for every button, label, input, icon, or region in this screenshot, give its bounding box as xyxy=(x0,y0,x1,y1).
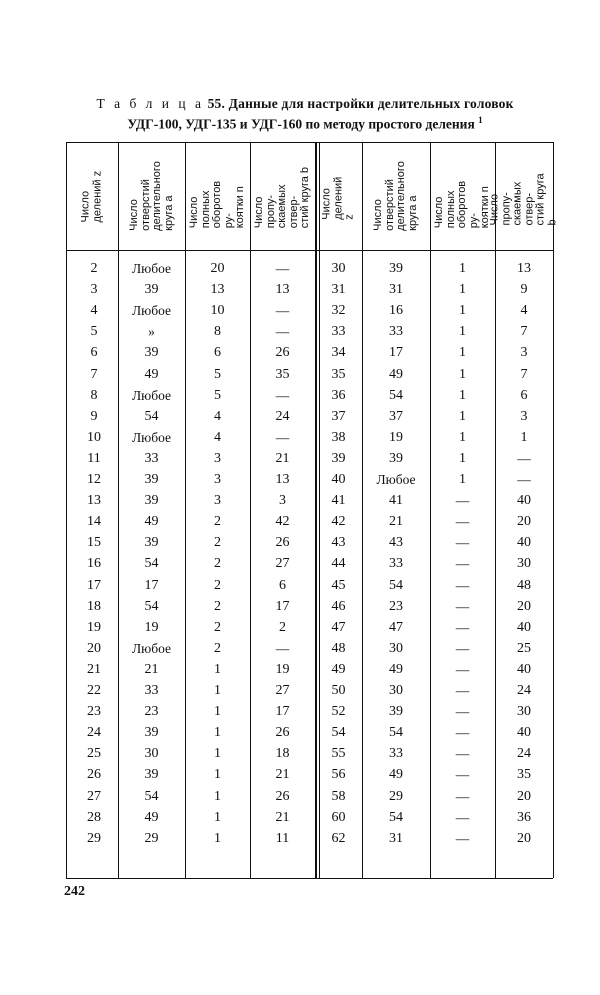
table-cell: 2 xyxy=(214,619,221,635)
table-cell: — xyxy=(455,619,470,635)
table-cell: 49 xyxy=(389,366,403,382)
table-cell: 19 xyxy=(144,619,159,635)
table-cell: 39 xyxy=(144,535,159,551)
table-cell: 26 xyxy=(275,725,290,741)
table-cell: 19 xyxy=(275,661,290,677)
table-cell: — xyxy=(455,809,470,825)
table-cell: 2 xyxy=(214,514,221,530)
column-header xyxy=(362,142,430,250)
table-cell: 21 xyxy=(144,661,159,677)
table-cell: 7 xyxy=(520,366,528,382)
column-header xyxy=(185,142,250,250)
table-cell: 39 xyxy=(144,345,159,361)
table-cell: 30 xyxy=(389,683,403,698)
table-cell: — xyxy=(455,767,470,783)
table-cell: 40 xyxy=(517,725,531,741)
table-cell: — xyxy=(455,704,470,720)
table-cell: 1 xyxy=(214,704,221,720)
table-cell: 29 xyxy=(389,788,403,804)
table-cell: 14 xyxy=(87,514,101,530)
table-cell: 8 xyxy=(214,324,221,340)
table-cell: 39 xyxy=(144,472,159,487)
table-cell: 20 xyxy=(87,640,101,656)
table-cell: 31 xyxy=(331,282,346,298)
table-cell: 1 xyxy=(214,767,221,783)
table-cell: 62 xyxy=(331,830,346,846)
table-cell: — xyxy=(275,261,290,276)
column-header xyxy=(250,142,315,250)
table-cell: 5 xyxy=(214,387,221,403)
table-cell: 49 xyxy=(389,767,403,783)
table-cell: 4 xyxy=(90,303,98,319)
table-cell: 21 xyxy=(275,767,290,783)
table-cell: 54 xyxy=(144,788,159,804)
table-cell: 24 xyxy=(87,725,101,741)
column-header xyxy=(118,142,185,250)
table-cell: 41 xyxy=(389,493,403,509)
table-cell: — xyxy=(275,429,290,445)
table-cell: 35 xyxy=(517,767,531,783)
table-cell: 6 xyxy=(90,345,98,361)
table-cell: 18 xyxy=(87,598,101,614)
table-cell: 40 xyxy=(517,493,531,509)
table-cell: — xyxy=(455,493,470,509)
table-cell: 4 xyxy=(214,408,221,424)
column-rule xyxy=(553,142,554,878)
table-cell: 49 xyxy=(144,366,159,382)
table-cell: 20 xyxy=(517,788,531,804)
table-cell: 1 xyxy=(214,830,221,846)
table-cell: — xyxy=(455,661,470,677)
table-cell: 13 xyxy=(275,282,290,298)
table-cell: 23 xyxy=(87,704,101,720)
table-cell: 45 xyxy=(331,577,346,593)
table-bottom-rule xyxy=(66,878,553,879)
table-cell: 12 xyxy=(87,472,101,487)
table-cell: 39 xyxy=(144,725,159,741)
table-cell: 17 xyxy=(389,345,403,361)
table-cell: 3 xyxy=(279,493,286,509)
table-cell: 49 xyxy=(144,514,159,530)
table-cell: 58 xyxy=(331,788,346,804)
table-cell: 31 xyxy=(389,830,403,846)
table-cell: 1 xyxy=(459,282,466,298)
table-cell: — xyxy=(275,324,290,340)
table-cell: 40 xyxy=(517,661,531,677)
table-cell: 5 xyxy=(90,324,98,340)
table-cell: 19 xyxy=(389,429,403,445)
column-header-label: Число отверстий делительного круга a xyxy=(127,161,175,231)
table-cell: 30 xyxy=(389,640,403,656)
table-cell: 1 xyxy=(459,345,466,361)
table-cell: 2 xyxy=(279,619,286,635)
table-cell: 17 xyxy=(144,577,159,593)
table-cell: 7 xyxy=(90,366,98,382)
table-cell: 26 xyxy=(275,788,290,804)
table-cell: 49 xyxy=(331,661,346,677)
table-cell: 60 xyxy=(331,809,346,825)
table-cell: 25 xyxy=(87,746,101,762)
table-cell: 20 xyxy=(210,261,225,276)
table-cell: 43 xyxy=(389,535,403,551)
table-cell: 54 xyxy=(144,408,159,424)
table-cell: 54 xyxy=(331,725,346,741)
table-cell: 30 xyxy=(517,556,531,572)
table-cell: 1 xyxy=(459,324,466,340)
table-cell: — xyxy=(275,303,290,319)
table-cell: — xyxy=(455,683,470,698)
column-header xyxy=(430,142,495,250)
table-cell: — xyxy=(455,535,470,551)
table-cell: 33 xyxy=(144,450,159,466)
table-cell: 1 xyxy=(459,429,466,445)
table-cell: 9 xyxy=(90,408,98,424)
table-cell: — xyxy=(455,556,470,572)
table-cell: 30 xyxy=(331,261,346,276)
table-cell: 3 xyxy=(520,345,528,361)
table-cell: 2 xyxy=(214,556,221,572)
table-cell: 1 xyxy=(214,788,221,804)
table-cell: 49 xyxy=(144,809,159,825)
table-cell: 11 xyxy=(87,450,101,466)
table-cell: 41 xyxy=(331,493,346,509)
table-cell: 9 xyxy=(520,282,528,298)
table-cell: 54 xyxy=(389,809,403,825)
table-cell: 28 xyxy=(87,809,101,825)
table-cell: 48 xyxy=(331,640,346,656)
column-header-label: Число делений z xyxy=(320,176,356,220)
column-header-label: Число полных оборотов ру- коятки n xyxy=(432,181,491,229)
column-header-label: Число отверстий делительного круга a xyxy=(372,161,419,231)
table-cell: 1 xyxy=(214,683,221,698)
page-number: 242 xyxy=(64,884,85,899)
table-cell: 20 xyxy=(517,598,531,614)
table-cell: 30 xyxy=(517,704,531,720)
table-cell: Любое xyxy=(131,303,172,319)
table-cell: 16 xyxy=(389,303,403,319)
table-cell: 4 xyxy=(214,429,221,445)
table-cell: — xyxy=(517,450,531,466)
table-cell: 37 xyxy=(389,408,403,424)
table-cell: 13 xyxy=(210,282,225,298)
table-cell: 18 xyxy=(275,746,290,762)
table-cell: — xyxy=(455,598,470,614)
table-cell: 1 xyxy=(520,429,528,445)
table-cell: 13 xyxy=(87,493,101,509)
caption-title-line1: Данные для настройки делительных головок xyxy=(228,96,514,111)
table-cell: 6 xyxy=(214,345,221,361)
table-cell: 13 xyxy=(275,472,290,487)
table-cell: 31 xyxy=(389,282,403,298)
table-cell: 1 xyxy=(459,450,466,466)
caption-number: 55. xyxy=(207,96,226,111)
table-cell: 49 xyxy=(389,661,403,677)
table-cell: 19 xyxy=(87,619,101,635)
table-cell: 54 xyxy=(389,577,403,593)
table-cell: 2 xyxy=(214,598,221,614)
column-header xyxy=(488,142,558,250)
table-cell: 30 xyxy=(144,746,159,762)
table-cell: 54 xyxy=(389,725,403,741)
table-cell: 1 xyxy=(214,725,221,741)
table-cell: 20 xyxy=(517,830,531,846)
table-cell: 33 xyxy=(144,683,159,698)
table-cell: — xyxy=(455,640,470,656)
table-cell: 47 xyxy=(389,619,403,635)
table-cell: 34 xyxy=(331,345,346,361)
table-cell: 36 xyxy=(517,809,531,825)
table-cell: 38 xyxy=(331,429,346,445)
table-cell: 2 xyxy=(90,261,98,276)
table-cell: » xyxy=(148,324,155,340)
table-cell: 39 xyxy=(331,450,346,466)
table-cell: 24 xyxy=(517,683,531,698)
table-cell: — xyxy=(455,725,470,741)
table-cell: 27 xyxy=(87,788,101,804)
table-cell: 33 xyxy=(389,746,403,762)
table-cell: 2 xyxy=(214,640,221,656)
table-cell: 42 xyxy=(331,514,346,530)
table-cell: 39 xyxy=(144,282,159,298)
table-cell: — xyxy=(455,830,470,846)
table-cell: 1 xyxy=(214,809,221,825)
column-header xyxy=(315,142,362,250)
table-cell: 6 xyxy=(279,577,286,593)
table-cell: 26 xyxy=(275,345,290,361)
table-cell: 36 xyxy=(331,387,346,403)
table-cell: 42 xyxy=(275,514,290,530)
table-cell: 3 xyxy=(214,493,221,509)
table-cell: 48 xyxy=(517,577,531,593)
table-cell: 39 xyxy=(144,493,159,509)
table-cell: 54 xyxy=(144,598,159,614)
table-cell: 1 xyxy=(214,661,221,677)
table-cell: 23 xyxy=(389,598,403,614)
table-cell: 17 xyxy=(87,577,101,593)
table-cell: 10 xyxy=(87,429,101,445)
table-cell: 32 xyxy=(331,303,346,319)
column-header xyxy=(66,142,118,250)
table-cell: — xyxy=(455,746,470,762)
table-cell: 52 xyxy=(331,704,346,720)
table-cell: 44 xyxy=(331,556,346,572)
table-cell: 33 xyxy=(389,324,403,340)
table-cell: 40 xyxy=(517,619,531,635)
column-rule xyxy=(66,142,67,878)
table-cell: 3 xyxy=(90,282,98,298)
table-cell: 1 xyxy=(459,303,466,319)
footnote-mark: 1 xyxy=(478,115,483,125)
table-cell: 10 xyxy=(210,303,225,319)
table-cell: 39 xyxy=(144,767,159,783)
table-cell: 5 xyxy=(214,366,221,382)
table-cell: 55 xyxy=(331,746,346,762)
table-cell: 1 xyxy=(459,387,466,403)
table-cell: 54 xyxy=(389,387,403,403)
table-cell: 1 xyxy=(459,366,466,382)
caption-title-line2: УДГ-100, УДГ-135 и УДГ-160 по методу простого деления xyxy=(127,116,475,132)
table-cell: 3 xyxy=(214,472,221,487)
table-cell: 33 xyxy=(331,324,346,340)
table-cell: 35 xyxy=(331,366,346,382)
table-cell: 39 xyxy=(389,450,403,466)
table-cell: 21 xyxy=(389,514,403,530)
table-cell: 40 xyxy=(331,472,346,487)
caption-label: Т а б л и ц а xyxy=(96,96,204,111)
table-cell: — xyxy=(517,472,531,487)
table-cell: 25 xyxy=(517,640,531,656)
table-cell: 3 xyxy=(214,450,221,466)
table-cell: 26 xyxy=(87,767,101,783)
table-cell: 40 xyxy=(517,535,531,551)
table-cell: — xyxy=(455,577,470,593)
table-cell: 15 xyxy=(87,535,101,551)
table-cell: — xyxy=(275,387,290,403)
table-cell: 2 xyxy=(214,535,221,551)
table-cell: 27 xyxy=(275,683,290,698)
table-cell: 27 xyxy=(275,556,290,572)
table-cell: 24 xyxy=(517,746,531,762)
table-cell: 21 xyxy=(275,809,290,825)
table-cell: 23 xyxy=(144,704,159,720)
table-cell: 39 xyxy=(389,261,403,276)
column-header-label: Число пропу- скаемых отвер- стий круга b xyxy=(488,172,558,225)
table-cell: 24 xyxy=(275,408,290,424)
table-cell: 29 xyxy=(87,830,101,846)
table-cell: 3 xyxy=(520,408,528,424)
table-cell: 35 xyxy=(275,366,290,382)
table-cell: 1 xyxy=(459,261,466,276)
table-cell: — xyxy=(275,640,290,656)
table-cell: 17 xyxy=(275,598,290,614)
table-cell: 7 xyxy=(520,324,528,340)
table-cell: 1 xyxy=(214,746,221,762)
table-cell: 1 xyxy=(459,408,466,424)
table-cell: 20 xyxy=(517,514,531,530)
table-cell: 8 xyxy=(90,387,98,403)
table-cell: Любое xyxy=(376,472,416,487)
table-cell: 50 xyxy=(331,683,346,698)
table-cell: Любое xyxy=(131,387,172,403)
table-cell: 39 xyxy=(389,704,403,720)
table-cell: 21 xyxy=(275,450,290,466)
table-cell: 37 xyxy=(331,408,346,424)
column-header-label: Число пропу- скаемых отвер- стий круга b xyxy=(252,167,311,229)
table-cell: 4 xyxy=(520,303,528,319)
table-cell: 22 xyxy=(87,683,101,698)
table-cell: 29 xyxy=(144,830,159,846)
table-cell: — xyxy=(455,788,470,804)
table-cell: 1 xyxy=(459,472,466,487)
table-cell: 6 xyxy=(520,387,528,403)
table-cell: 13 xyxy=(517,261,531,276)
column-header-label: Число полных оборотов ру- коятки n xyxy=(187,181,246,229)
table-cell: 21 xyxy=(87,661,101,677)
column-header-label: Число делений z xyxy=(79,170,103,222)
header-bottom-rule xyxy=(66,250,553,251)
table-cell: 11 xyxy=(275,830,290,846)
table-cell: 33 xyxy=(389,556,403,572)
table-cell: 47 xyxy=(331,619,346,635)
table-cell: Любое xyxy=(131,640,172,656)
table-cell: Любое xyxy=(131,261,172,276)
table-cell: 56 xyxy=(331,767,346,783)
table-cell: 26 xyxy=(275,535,290,551)
table-cell: 16 xyxy=(87,556,101,572)
table-cell: 46 xyxy=(331,598,346,614)
table-cell: — xyxy=(455,514,470,530)
table-cell: 54 xyxy=(144,556,159,572)
table-cell: 43 xyxy=(331,535,346,551)
table-cell: 17 xyxy=(275,704,290,720)
table-cell: Любое xyxy=(131,429,172,445)
table-cell: 2 xyxy=(214,577,221,593)
